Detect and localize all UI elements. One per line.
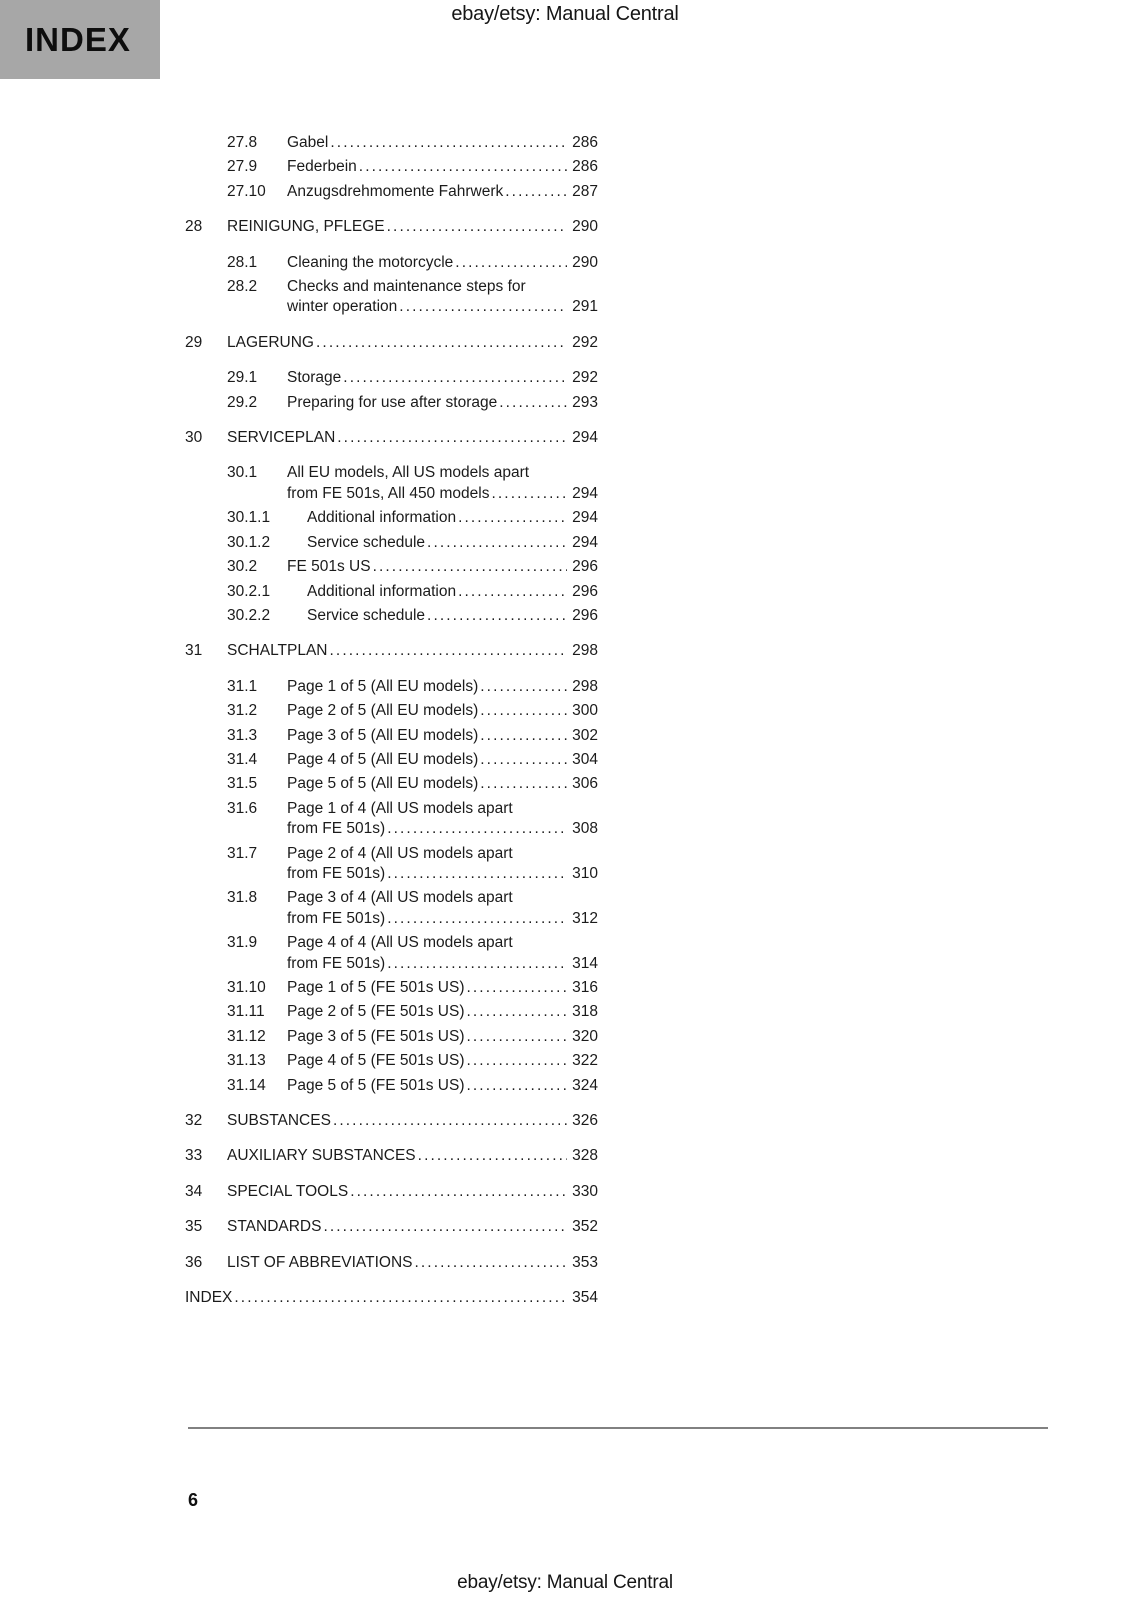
toc-entry-title: Page 5 of 5 (All EU models) (287, 775, 479, 793)
dot-leader (466, 1002, 567, 1022)
toc-entry-number: 30.2 (227, 558, 258, 576)
dot-leader (330, 641, 568, 661)
toc-entry-page: 330 (572, 1182, 598, 1200)
toc-entry (185, 1051, 598, 1071)
dot-leader (491, 484, 567, 504)
toc-entry-title: Page 5 of 5 (FE 501s US) (287, 1076, 465, 1094)
toc-entry-title: Page 2 of 5 (FE 501s US) (287, 1003, 465, 1021)
toc-entry-title: Page 4 of 5 (FE 501s US) (287, 1052, 465, 1070)
toc-entry-number: 31.10 (227, 979, 266, 996)
toc-entry (185, 277, 598, 318)
toc-entry-title: Page 4 of 5 (All EU models) (287, 750, 479, 768)
toc-entry-title: INDEX (185, 1289, 233, 1307)
toc-entry (185, 701, 598, 721)
toc-entry-title: Checks and maintenance steps for (287, 278, 526, 296)
dot-leader (387, 864, 567, 884)
dot-leader (458, 582, 567, 602)
toc-entry-number: 27.9 (227, 158, 258, 176)
dot-leader (480, 726, 567, 746)
toc-entry-title: Anzugsdrehmomente Fahrwerk (287, 182, 504, 200)
toc-entry-title: Cleaning the motorcycle (287, 253, 454, 271)
document-footer-title: ebay/etsy: Manual Central (457, 1572, 673, 1593)
toc-entry-number: 30.2.1 (227, 582, 271, 600)
dot-leader (359, 157, 567, 177)
toc-entry-number: 30.1.1 (227, 509, 271, 527)
toc-entry-title: from FE 501s) (287, 909, 386, 927)
toc-entry-number: 31.14 (227, 1076, 266, 1094)
toc-entry-title: All EU models, All US models apart (287, 464, 530, 482)
dot-leader (350, 1182, 567, 1202)
page-divider (188, 1427, 1048, 1429)
toc-entry-page: 292 (572, 369, 598, 387)
toc-entry (185, 1027, 598, 1047)
toc-entry-page: 354 (572, 1289, 598, 1307)
toc-entry-number: 30.1 (227, 464, 258, 482)
toc-entry-title: Additional information (307, 509, 457, 527)
toc-entry (185, 844, 598, 885)
toc-entry (185, 582, 598, 602)
toc-entry-title: SPECIAL TOOLS (227, 1182, 349, 1200)
dot-leader (387, 954, 567, 974)
toc-entry (185, 888, 598, 929)
toc-entry-number: 31 (185, 642, 203, 660)
toc-entry (185, 774, 598, 794)
toc-entry (185, 428, 598, 448)
toc-entry-page: 318 (572, 1003, 598, 1021)
toc-entry-page: 296 (572, 558, 598, 576)
toc-entry-number: 30 (185, 429, 203, 447)
toc-entry-page: 312 (572, 909, 598, 927)
toc-entry-page: 294 (572, 509, 598, 527)
toc-entry-title: Page 1 of 5 (FE 501s US) (287, 979, 465, 996)
toc-entry (185, 217, 598, 237)
toc-entry-number: 31.8 (227, 889, 258, 907)
toc-entry (185, 557, 598, 577)
toc-entry-title: SCHALTPLAN (227, 642, 328, 660)
toc-entry-page: 326 (572, 1112, 598, 1130)
toc-entry-title: from FE 501s) (287, 820, 386, 838)
dot-leader (323, 1217, 567, 1237)
toc-entry (185, 368, 598, 388)
toc-entry-title: Page 3 of 5 (FE 501s US) (287, 1027, 465, 1045)
toc-entry-number: 28.1 (227, 253, 258, 271)
toc-entry-title: Gabel (287, 134, 329, 151)
toc-entry (185, 157, 598, 177)
toc-entry-number: 36 (185, 1253, 203, 1271)
toc-entry-page: 296 (572, 582, 598, 600)
toc-entry (185, 533, 598, 553)
toc-entry-page: 291 (572, 298, 598, 316)
toc-entry (185, 799, 598, 840)
toc-entry-number: 31.6 (227, 799, 258, 817)
dot-leader (316, 333, 567, 353)
toc-entry (185, 933, 598, 974)
toc-entry (185, 677, 598, 697)
toc-entry-page: 293 (572, 393, 598, 411)
toc-entry (185, 1253, 598, 1273)
toc-entry-page: 302 (572, 726, 598, 744)
dot-leader (387, 819, 567, 839)
dot-leader (337, 428, 567, 448)
toc-entry-title: LIST OF ABBREVIATIONS (227, 1253, 413, 1271)
toc-entry-number: 31.11 (227, 1003, 265, 1021)
toc-entry-page: 298 (572, 677, 598, 695)
dot-leader (480, 677, 567, 697)
dot-leader (330, 133, 567, 153)
toc-entry-number: 31.1 (227, 677, 258, 695)
toc-entry-title: Service schedule (307, 606, 426, 624)
toc-entry-page: 290 (572, 218, 598, 236)
toc-entry-page: 300 (572, 702, 598, 720)
toc-entry-number: 27.10 (227, 182, 266, 200)
toc-entry (185, 978, 598, 998)
toc-entry-title: Page 1 of 4 (All US models apart (287, 799, 513, 817)
toc-entry (185, 463, 598, 504)
dot-leader (418, 1146, 567, 1166)
toc-entry-page: 322 (572, 1052, 598, 1070)
dot-leader (427, 606, 567, 626)
toc-entry-number: 33 (185, 1147, 203, 1165)
toc-entry-page: 294 (572, 484, 598, 502)
toc-entry (185, 641, 598, 661)
toc-entry-title: from FE 501s) (287, 864, 386, 882)
toc-entry-page: 324 (572, 1076, 598, 1094)
dot-leader (373, 557, 568, 577)
dot-leader (466, 1076, 567, 1096)
toc-entry-number: 31.4 (227, 750, 258, 768)
toc-entry-title: Federbein (287, 158, 357, 176)
toc-entry-title: Page 4 of 4 (All US models apart (287, 934, 513, 952)
toc-entry-page: 306 (572, 775, 598, 793)
toc-entry-title: SUBSTANCES (227, 1112, 331, 1130)
toc-entry (185, 253, 598, 273)
dot-leader (466, 978, 567, 998)
dot-leader (466, 1027, 567, 1047)
toc-entry-page: 328 (572, 1147, 598, 1165)
dot-leader (466, 1051, 567, 1071)
dot-leader (343, 368, 567, 388)
toc-entry-title: AUXILIARY SUBSTANCES (227, 1147, 416, 1165)
toc-entry-number: 30.2.2 (227, 606, 271, 624)
toc-entry (185, 1076, 598, 1096)
toc-entry-number: 31.9 (227, 934, 258, 952)
toc-entry-title: SERVICEPLAN (227, 429, 336, 447)
index-label: INDEX (25, 20, 131, 58)
toc-entry-title: REINIGUNG, PFLEGE (227, 218, 385, 236)
toc-entry-number: 28 (185, 218, 203, 236)
document-header-title: ebay/etsy: Manual Central (451, 3, 679, 25)
toc-entry (185, 606, 598, 626)
dot-leader (455, 253, 567, 273)
toc-entry-number: 31.3 (227, 726, 258, 744)
toc-entry-number: 29.1 (227, 369, 258, 387)
dot-leader (427, 533, 567, 553)
toc-entry-title: Preparing for use after storage (287, 393, 498, 411)
toc-entry-page: 296 (572, 606, 598, 624)
toc-entry (185, 1111, 598, 1131)
toc-entry (185, 1146, 598, 1166)
dot-leader (480, 750, 567, 770)
dot-leader (458, 508, 567, 528)
dot-leader (414, 1253, 567, 1273)
toc-entry-page: 308 (572, 820, 598, 838)
toc-entry-title: Page 1 of 5 (All EU models) (287, 677, 479, 695)
toc-entry-page: 352 (572, 1218, 598, 1236)
toc-entry-title: Additional information (307, 582, 457, 600)
toc-entry-number: 29.2 (227, 393, 258, 411)
toc-entry-title: winter operation (287, 298, 398, 316)
toc-entry-title: Page 2 of 4 (All US models apart (287, 844, 513, 862)
toc-entry (185, 726, 598, 746)
toc-entry-page: 287 (572, 182, 598, 200)
toc-entry (185, 333, 598, 353)
toc-entry-page: 294 (572, 533, 598, 551)
dot-leader (234, 1288, 567, 1308)
toc-entry-title: Storage (287, 369, 342, 387)
dot-leader (399, 297, 567, 317)
toc-entry-number: 31.5 (227, 775, 258, 793)
toc-entry (185, 508, 598, 528)
toc-entry (185, 133, 598, 153)
dot-leader (499, 393, 567, 413)
dot-leader (505, 182, 567, 202)
toc-entry (185, 1182, 598, 1202)
toc-entry-page: 286 (572, 158, 598, 176)
toc-entry-title: STANDARDS (227, 1218, 322, 1236)
toc-entry-title: FE 501s US (287, 558, 371, 576)
toc-entry-title: from FE 501s) (287, 954, 386, 972)
toc-entry (185, 1288, 598, 1308)
toc-entry (185, 182, 598, 202)
toc-entry-number: 29 (185, 333, 203, 351)
toc-entry-number: 35 (185, 1218, 203, 1236)
toc-entry-number: 34 (185, 1182, 203, 1200)
toc-entry-page: 298 (572, 642, 598, 660)
dot-leader (387, 909, 567, 929)
toc-entry-number: 32 (185, 1112, 203, 1130)
toc-entry-number: 30.1.2 (227, 533, 271, 551)
toc-entry-number: 31.12 (227, 1027, 266, 1045)
page-number: 6 (188, 1490, 199, 1510)
dot-leader (480, 701, 567, 721)
dot-leader (480, 774, 567, 794)
toc-entry-number: 27.8 (227, 134, 258, 151)
toc-entry-page: 320 (572, 1027, 598, 1045)
toc-entry-page: 286 (572, 134, 598, 151)
dot-leader (333, 1111, 567, 1131)
toc-entry-page: 290 (572, 253, 598, 271)
toc-entry (185, 1217, 598, 1237)
dot-leader (387, 217, 568, 237)
toc-entry-page: 316 (572, 979, 598, 996)
toc-entry (185, 393, 598, 413)
toc-entry-title: Service schedule (307, 533, 426, 551)
toc-entry-page: 304 (572, 750, 598, 768)
toc-entry-title: Page 3 of 5 (All EU models) (287, 726, 479, 744)
toc-entry-number: 31.7 (227, 844, 258, 862)
toc-entry-title: Page 3 of 4 (All US models apart (287, 889, 513, 907)
toc-entry-page: 292 (572, 333, 598, 351)
toc-entry-title: Page 2 of 5 (All EU models) (287, 702, 479, 720)
toc-entry (185, 1002, 598, 1022)
toc-entry-page: 310 (572, 864, 598, 882)
toc (185, 133, 598, 1308)
toc-entry (185, 750, 598, 770)
toc-entry-page: 294 (572, 429, 598, 447)
toc-entry-title: LAGERUNG (227, 333, 314, 351)
toc-entry-number: 28.2 (227, 278, 258, 296)
toc-entry-number: 31.2 (227, 702, 258, 720)
toc-entry-number: 31.13 (227, 1052, 266, 1070)
toc-entry-page: 353 (572, 1253, 598, 1271)
toc-entry-title: from FE 501s, All 450 models (287, 484, 490, 502)
toc-entry-page: 314 (572, 954, 598, 972)
